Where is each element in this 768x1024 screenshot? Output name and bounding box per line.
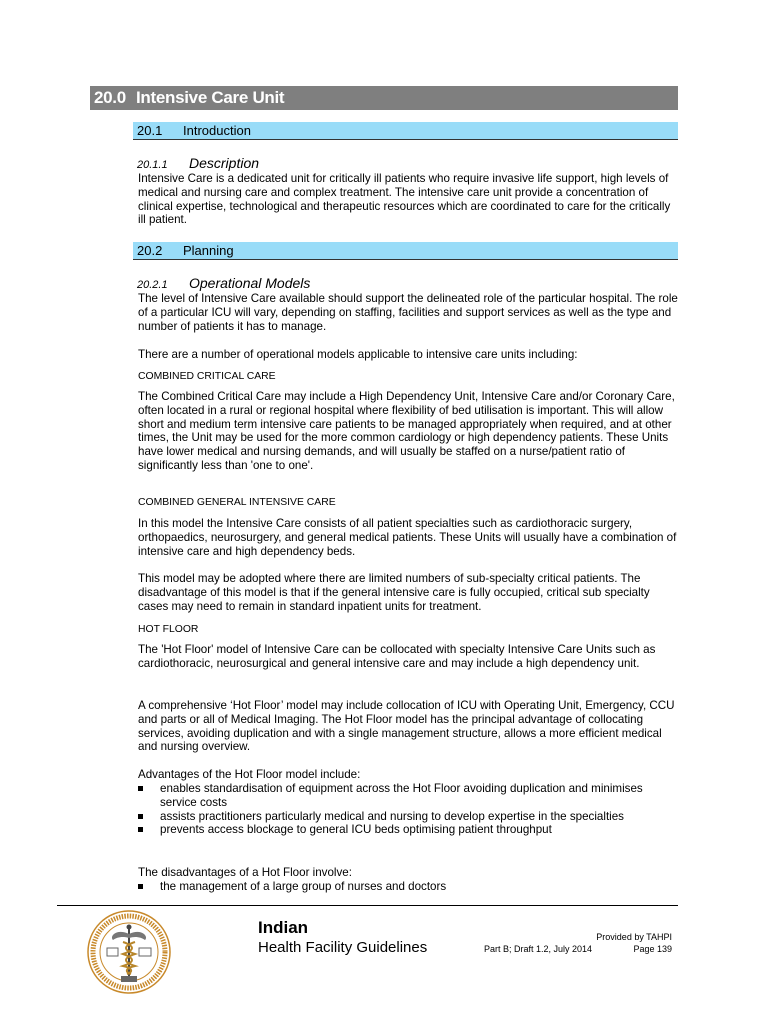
bullet-icon bbox=[138, 786, 143, 791]
subsection-heading-planning bbox=[133, 242, 678, 260]
paragraph: There are a number of operational models applicable to intensive care units including: bbox=[138, 348, 578, 361]
footer-subtitle: Health Facility Guidelines bbox=[258, 939, 428, 956]
paragraph: The level of Intensive Care available should support the delineated role of the particular hospital. The role of a particular ICU will vary, depending on staffing, facilities and support services as well as the type and number of patients it has to manage. bbox=[138, 292, 678, 333]
list-item-text: prevents access blockage to general ICU beds optimising patient throughput bbox=[160, 823, 552, 837]
caduceus-seal-icon bbox=[87, 910, 171, 994]
footer-title: Indian bbox=[258, 918, 309, 937]
paragraph: Advantages of the Hot Floor model include: bbox=[138, 768, 361, 781]
section-title: Intensive Care Unit bbox=[136, 88, 285, 107]
list-item bbox=[138, 810, 678, 824]
subsection-title: Introduction bbox=[183, 123, 251, 138]
subsubsection-number: 20.1.1 bbox=[137, 159, 168, 171]
bullet-icon bbox=[138, 884, 143, 889]
paragraph: The disadvantages of a Hot Floor involve: bbox=[138, 866, 352, 879]
footer-provider: Provided by TAHPI bbox=[596, 932, 672, 942]
list-item bbox=[138, 880, 678, 894]
subsection-title: Planning bbox=[183, 243, 234, 258]
bullet-icon bbox=[138, 827, 143, 832]
footer-page-number: Page 139 bbox=[633, 944, 672, 954]
disadvantages-list bbox=[138, 880, 678, 894]
bullet-icon bbox=[138, 814, 143, 819]
list-item bbox=[138, 782, 678, 810]
paragraph: This model may be adopted where there are limited numbers of sub-specialty critical patients. The disadvantage of this model is that if the general intensive care is fully occupied, critical sub specialty cases may need to remain in standard inpatient units for treatment. bbox=[138, 572, 650, 613]
subsubsection-heading-operational-models bbox=[137, 275, 310, 293]
paragraph: In this model the Intensive Care consists of all patient specialties such as cardiothoracic surgery, orthopaedics, neurosurgery, and general medical patients. These Units will usually have a combination of intensive care and high dependency beds. bbox=[138, 517, 677, 558]
subsection-number: 20.1 bbox=[137, 123, 163, 138]
paragraph: A comprehensive ‘Hot Floor’ model may include collocation of ICU with Operating Unit, Emergency, CCU and parts or all of Medical Imaging. The Hot Floor model has the principal advantage of collocating services, avoiding duplication and with a single management structure, allows a more efficient medical and nursing overview. bbox=[138, 699, 675, 754]
list-item-text: the management of a large group of nurses and doctors bbox=[160, 880, 447, 893]
advantages-list bbox=[138, 782, 678, 837]
subsubsection-title: Description bbox=[189, 155, 260, 171]
footer-divider bbox=[57, 905, 678, 906]
section-heading bbox=[90, 86, 678, 110]
paragraph: The Combined Critical Care may include a High Dependency Unit, Intensive Care and/or Coronary Care, often located in a rural or regional hospital where flexibility of bed utilisation is important. This will allow short and medium term intensive care patients to be managed appropriately when required, and at other times, the Unit may be used for the more common cardiology or high dependency patients. These Units have lower medical and nursing demands, and will usually be staffed on a nurse/patient ratio of significantly less than 'one to one'. bbox=[138, 390, 675, 472]
paragraph: The 'Hot Floor' model of Intensive Care can be collocated with specialty Intensive Care Units such as cardiothoracic, neurosurgical and general intensive care and may include a high dependency unit. bbox=[138, 643, 656, 670]
model-caption: COMBINED GENERAL INTENSIVE CARE bbox=[138, 497, 336, 508]
subsubsection-heading-description bbox=[137, 155, 259, 173]
list-item bbox=[138, 823, 678, 837]
list-item-text: enables standardisation of equipment across the Hot Floor avoiding duplication and minimises service costs bbox=[160, 782, 643, 809]
subsubsection-number: 20.2.1 bbox=[137, 279, 168, 291]
paragraph: Intensive Care is a dedicated unit for critically ill patients who require invasive life support, high levels of medical and nursing care and complex treatment. The intensive care unit provide a concentration of clinical expertise, technological and therapeutic resources which are coordinated to care for the critically ill patient. bbox=[138, 172, 671, 227]
section-number: 20.0 bbox=[94, 88, 126, 107]
subsubsection-title: Operational Models bbox=[189, 275, 311, 291]
model-caption: COMBINED CRITICAL CARE bbox=[138, 371, 276, 382]
footer-draft-info: Part B; Draft 1.2, July 2014 bbox=[484, 944, 593, 954]
subsection-number: 20.2 bbox=[137, 243, 163, 258]
model-caption: HOT FLOOR bbox=[138, 624, 199, 635]
subsection-heading-intro bbox=[133, 122, 678, 140]
list-item-text: assists practitioners particularly medical and nursing to develop expertise in the specialties bbox=[160, 809, 624, 823]
